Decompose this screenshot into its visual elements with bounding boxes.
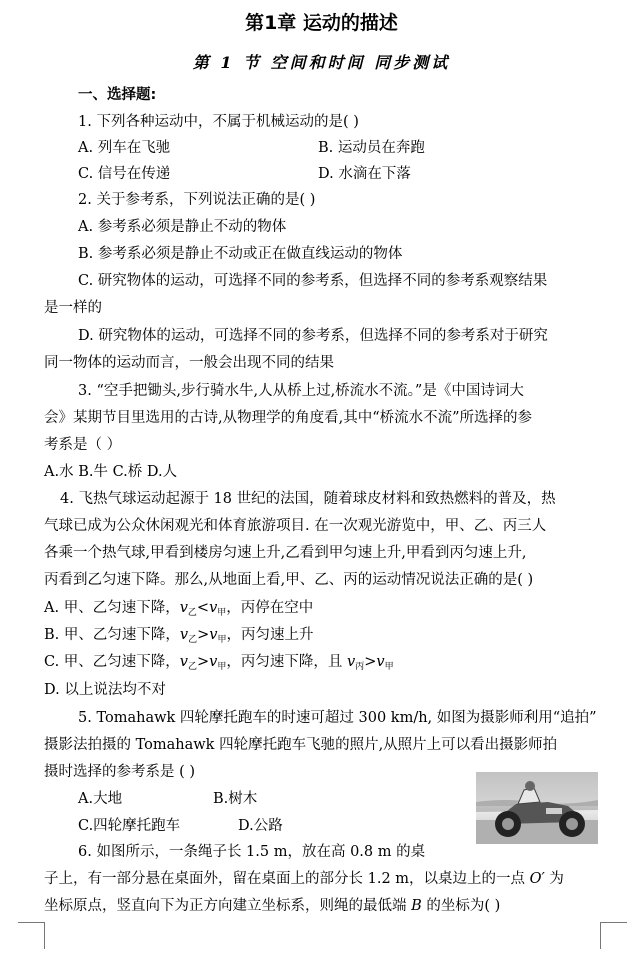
q4-option-b: B. 甲、乙匀速下降，$v_乙>v_甲$，丙匀速上升 <box>44 627 314 645</box>
q2-option-c-line2: 是一样的 <box>44 300 102 316</box>
q6-line1: 6. 如图所示，一条绳子长 1.5 m，放在高 0.8 m 的桌 <box>78 844 426 860</box>
q2-option-a: A. 参考系必须是静止不动的物体 <box>78 219 287 235</box>
page-corner-mark-right <box>600 922 627 949</box>
q1-stem: 1. 下列各种运动中，不属于机械运动的是( ) <box>78 114 359 130</box>
q1-option-c: C. 信号在传递 <box>78 166 171 182</box>
q5-option-b: B.树木 <box>213 791 258 807</box>
section-heading: 一、选择题: <box>78 87 157 103</box>
q4-line1: 4. 飞热气球运动起源于 18 世纪的法国，随着球皮材料和致热燃料的普及，热 <box>60 491 556 507</box>
q2-option-d-line1: D. 研究物体的运动，可选择不同的参考系，但选择不同的参考系对于研究 <box>78 328 548 344</box>
chapter-title: 第1章 运动的描述 <box>245 12 398 34</box>
q6-line3: 坐标原点，竖直向下为正方向建立坐标系，则绳的最低端 B 的坐标为( ) <box>44 898 501 914</box>
q1-option-d: D. 水滴在下落 <box>318 166 411 182</box>
q2-option-b: B. 参考系必须是静止不动或正在做直线运动的物体 <box>78 246 403 262</box>
q5-line1: 5. Tomahawk 四轮摩托跑车的时速可超过 300 km/h, 如图为摄影师利用“追拍” <box>78 710 597 726</box>
q3-line2: 会》某期节目里选用的古诗,从物理学的角度看,其中“桥流水不流”所选择的参 <box>44 410 533 426</box>
q2-stem: 2. 关于参考系，下列说法正确的是( ) <box>78 192 316 208</box>
q4-line4: 丙看到乙匀速下降。那么,从地面上看,甲、乙、丙的运动情况说法正确的是( ) <box>44 572 534 588</box>
q6-line2: 子上，有一部分悬在桌面外，留在桌面上的部分长 1.2 m，以桌边上的一点 O′ 为 <box>44 871 564 887</box>
q1-option-b: B. 运动员在奔跑 <box>318 140 425 156</box>
q5-line3: 摄时选择的参考系是 ( ) <box>44 764 196 780</box>
q4-option-c: C. 甲、乙匀速下降，$v_乙>v_甲$，丙匀速下降，且 $v_丙>v_甲$ <box>44 654 394 672</box>
q3-line1: 3. “空手把锄头,步行骑水牛,人从桥上过,桥流水不流。”是《中国诗词大 <box>78 383 524 399</box>
q4-line3: 各乘一个热气球,甲看到楼房匀速上升,乙看到甲匀速上升,甲看到丙匀速上升, <box>44 545 527 561</box>
motorcycle-photo <box>476 772 598 844</box>
q4-option-a: A. 甲、乙匀速下降，$v_乙<v_甲$，丙停在空中 <box>44 600 314 618</box>
section-title: 第 1 节 空间和时间 同步测试 <box>192 53 451 72</box>
q5-option-a: A.大地 <box>78 791 123 807</box>
q3-options: A.水 B.牛 C.桥 D.人 <box>44 464 178 480</box>
q5-option-c: C.四轮摩托跑车 <box>78 818 181 834</box>
q4-option-d: D. 以上说法均不对 <box>44 682 166 698</box>
q3-line3: 考系是（ ） <box>44 437 122 453</box>
q5-line2: 摄影法拍摄的 Tomahawk 四轮摩托跑车飞驰的照片,从照片上可以看出摄影师拍 <box>44 737 558 753</box>
q2-option-c-line1: C. 研究物体的运动，可选择不同的参考系，但选择不同的参考系观察结果 <box>78 273 548 289</box>
q5-option-d: D.公路 <box>238 818 283 834</box>
motorcycle-icon <box>476 772 598 844</box>
q1-option-a: A. 列车在飞驰 <box>78 140 171 156</box>
q4-line2: 气球已成为公众休闲观光和体育旅游项目. 在一次观光游览中，甲、乙、丙三人 <box>44 518 547 534</box>
q2-option-d-line2: 同一物体的运动而言，一般会出现不同的结果 <box>44 355 334 371</box>
page-corner-mark-left <box>18 922 45 949</box>
